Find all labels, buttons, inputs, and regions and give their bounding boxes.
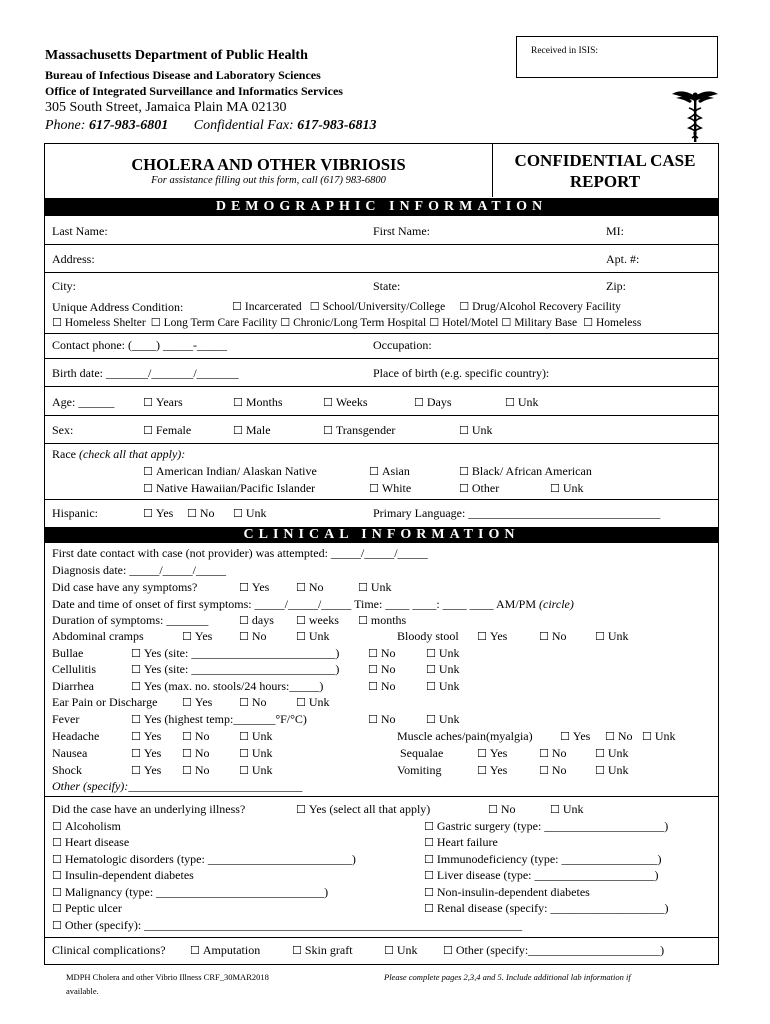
address-line: 305 South Street, Jamaica Plain MA 02130	[45, 100, 287, 115]
mi-label[interactable]: MI:	[606, 224, 624, 238]
form-title: CHOLERA AND OTHER VIBRIOSIS	[131, 155, 406, 174]
divider	[45, 386, 718, 387]
race-label: Race (check all that apply):	[52, 447, 186, 461]
ear-label: Ear Pain or Discharge	[52, 695, 158, 709]
fever-yes-checkbox[interactable]: ☐ Yes (highest temp:_______°F/°C)	[131, 712, 307, 727]
abdominal-label: Abdominal cramps	[52, 629, 144, 643]
nausea-unk-checkbox[interactable]: ☐ Unk	[239, 746, 273, 761]
bloody-stool-label: Bloody stool	[397, 629, 459, 643]
cellulitis-yes-checkbox[interactable]: ☐ Yes (site: ________________________)	[131, 662, 339, 677]
divider	[45, 358, 718, 359]
divider	[45, 499, 718, 500]
vomiting-yes-checkbox[interactable]: ☐ Yes	[477, 763, 507, 778]
age-unk-checkbox[interactable]: ☐ Unk	[505, 395, 539, 410]
vomiting-no-checkbox[interactable]: ☐ No	[539, 763, 567, 778]
age-years-checkbox[interactable]: ☐ Years	[143, 395, 183, 410]
diarrhea-yes-checkbox[interactable]: ☐ Yes (max. no. stools/24 hours:_____)	[131, 679, 323, 694]
sequalae-no-checkbox[interactable]: ☐ No	[539, 746, 567, 761]
abdominal-unk-checkbox[interactable]: ☐ Unk	[296, 629, 330, 644]
abdominal-yes-checkbox[interactable]: ☐ Yes	[182, 629, 212, 644]
org-name: Massachusetts Department of Public Health	[45, 48, 308, 63]
illness-yes-checkbox[interactable]: ☐ Yes (select all that apply)	[296, 802, 430, 817]
malignancy-checkbox[interactable]: ☐ Malignancy (type: ____________________________)	[52, 885, 328, 900]
birth-place-label[interactable]: Place of birth (e.g. specific country):	[373, 366, 550, 380]
age-days-checkbox[interactable]: ☐ Days	[414, 395, 452, 410]
uac-options-2	[52, 316, 641, 329]
first-contact-field[interactable]: First date contact with case (not provider) was attempted: _____/_____/_____	[52, 546, 428, 560]
address-label[interactable]: Address:	[52, 252, 95, 266]
illness-unk-checkbox[interactable]: ☐ Unk	[550, 802, 584, 817]
vomiting-label: Vomiting	[397, 763, 442, 777]
phone-label: Phone:	[45, 118, 86, 133]
bureau-name: Bureau of Infectious Disease and Laboratory Sciences	[45, 68, 321, 82]
fever-unk-checkbox[interactable]: ☐ Unk	[426, 712, 460, 727]
cellulitis-no-checkbox[interactable]: ☐ No	[368, 662, 396, 677]
bloody-unk-checkbox[interactable]: ☐ Unk	[595, 629, 629, 644]
duration-days-checkbox[interactable]: ☐ days	[239, 613, 274, 628]
bullae-no-checkbox[interactable]: ☐ No	[368, 646, 396, 661]
age-field[interactable]: Age: ______	[52, 395, 115, 409]
fax-number: 617-983-6813	[293, 118, 377, 133]
age-weeks-checkbox[interactable]: ☐ Weeks	[323, 395, 368, 410]
zip-label[interactable]: Zip:	[606, 279, 626, 293]
diarrhea-unk-checkbox[interactable]: ☐ Unk	[426, 679, 460, 694]
non-insulin-diabetes-checkbox[interactable]: ☐ Non-insulin-dependent diabetes	[424, 885, 590, 900]
shock-label: Shock	[52, 763, 82, 777]
illness-question: Did the case have an underlying illness?	[52, 802, 246, 816]
uac-shelter-checkbox[interactable]: ☐ Homeless Shelter	[52, 316, 146, 329]
fever-no-checkbox[interactable]: ☐ No	[368, 712, 396, 727]
bloody-no-checkbox[interactable]: ☐ No	[539, 629, 567, 644]
peptic-ulcer-checkbox[interactable]: ☐ Peptic ulcer	[52, 901, 122, 916]
sequalae-unk-checkbox[interactable]: ☐ Unk	[595, 746, 629, 761]
sex-female-checkbox[interactable]: ☐ Female	[143, 423, 191, 438]
race-white-checkbox[interactable]: ☐ White	[369, 481, 411, 496]
sequalae-label: Sequalae	[400, 746, 444, 760]
onset-field[interactable]: Date and time of onset of first symptoms: _____/_____/_____ Time: ____ ____: ____ ____ AM/PM (circle)	[52, 597, 574, 611]
race-native-checkbox[interactable]: ☐ American Indian/ Alaskan Native	[143, 464, 317, 479]
uac-school-checkbox[interactable]: ☐ School/University/College	[310, 300, 446, 313]
skin-graft-checkbox[interactable]: ☐ Skin graft	[292, 943, 353, 958]
report-title: CONFIDENTIAL CASE	[514, 151, 696, 170]
sex-transgender-checkbox[interactable]: ☐ Transgender	[323, 423, 395, 438]
footer-right: Please complete pages 2,3,4 and 5. Include additional lab information if	[384, 972, 631, 982]
diarrhea-label: Diarrhea	[52, 679, 94, 693]
complications-other-checkbox[interactable]: ☐ Other (specify:______________________)	[443, 943, 664, 958]
race-asian-checkbox[interactable]: ☐ Asian	[369, 464, 410, 479]
phone-number: 617-983-6801	[85, 118, 169, 133]
duration-field[interactable]: Duration of symptoms: _______	[52, 613, 209, 627]
city-label[interactable]: City:	[52, 279, 77, 293]
cellulitis-unk-checkbox[interactable]: ☐ Unk	[426, 662, 460, 677]
shock-unk-checkbox[interactable]: ☐ Unk	[239, 763, 273, 778]
race-other-checkbox[interactable]: ☐ Other	[459, 481, 499, 496]
received-label: Received in ISIS:	[531, 46, 599, 56]
birth-date-field[interactable]: Birth date: _______/_______/_______	[52, 366, 239, 380]
bullae-yes-checkbox[interactable]: ☐ Yes (site: ________________________)	[131, 646, 339, 661]
headache-no-checkbox[interactable]: ☐ No	[182, 729, 210, 744]
headache-unk-checkbox[interactable]: ☐ Unk	[239, 729, 273, 744]
hispanic-label: Hispanic:	[52, 506, 98, 520]
duration-weeks-checkbox[interactable]: ☐ weeks	[296, 613, 339, 628]
first-name-label[interactable]: First Name:	[373, 224, 430, 238]
sex-male-checkbox[interactable]: ☐ Male	[233, 423, 271, 438]
report-title-2: REPORT	[569, 172, 641, 191]
divider	[45, 415, 718, 416]
received-box[interactable]	[516, 36, 718, 78]
other-symptom-field[interactable]: Other (specify):_____________________________	[52, 779, 303, 793]
divider	[45, 937, 718, 938]
sex-label: Sex:	[52, 423, 74, 437]
nausea-label: Nausea	[52, 746, 88, 760]
divider	[45, 443, 718, 444]
gastric-surgery-checkbox[interactable]: ☐ Gastric surgery (type: ____________________)	[424, 819, 668, 834]
clinical-band: CLINICAL INFORMATION	[45, 527, 718, 543]
uac-incarcerated-checkbox[interactable]: ☐ Incarcerated	[232, 300, 302, 313]
divider	[45, 796, 718, 797]
phone-line	[45, 118, 377, 134]
liver-disease-checkbox[interactable]: ☐ Liver disease (type: ____________________)	[424, 868, 659, 883]
uac-hotel-checkbox[interactable]: ☐ Hotel/Motel	[429, 316, 498, 329]
insulin-diabetes-checkbox[interactable]: ☐ Insulin-dependent diabetes	[52, 868, 194, 883]
complications-unk-checkbox[interactable]: ☐ Unk	[384, 943, 418, 958]
office-name: Office of Integrated Surveillance and Informatics Services	[45, 84, 343, 98]
heart-disease-checkbox[interactable]: ☐ Heart disease	[52, 835, 129, 850]
headache-label: Headache	[52, 729, 100, 743]
immunodeficiency-checkbox[interactable]: ☐ Immunodeficiency (type: ________________)	[424, 852, 662, 867]
demographic-band: DEMOGRAPHIC INFORMATION	[45, 198, 718, 216]
shock-no-checkbox[interactable]: ☐ No	[182, 763, 210, 778]
heart-failure-checkbox[interactable]: ☐ Heart failure	[424, 835, 498, 850]
muscle-yes-checkbox[interactable]: ☐ Yes	[560, 729, 590, 744]
hispanic-unk-checkbox[interactable]: ☐ Unk	[233, 506, 267, 521]
sex-unk-checkbox[interactable]: ☐ Unk	[459, 423, 493, 438]
symptoms-yes-checkbox[interactable]: ☐ Yes	[239, 580, 269, 595]
occupation-label[interactable]: Occupation:	[373, 338, 432, 352]
other-illness-checkbox[interactable]: ☐ Other (specify): _______________________________________________________________	[52, 918, 522, 933]
headache-yes-checkbox[interactable]: ☐ Yes	[131, 729, 161, 744]
nausea-yes-checkbox[interactable]: ☐ Yes	[131, 746, 161, 761]
ear-yes-checkbox[interactable]: ☐ Yes	[182, 695, 212, 710]
complications-label: Clinical complications?	[52, 943, 166, 957]
race-hawaiian-checkbox[interactable]: ☐ Native Hawaiian/Pacific Islander	[143, 481, 315, 496]
illness-no-checkbox[interactable]: ☐ No	[488, 802, 516, 817]
alcoholism-checkbox[interactable]: ☐ Alcoholism	[52, 819, 121, 834]
apt-label[interactable]: Apt. #:	[606, 252, 640, 266]
diarrhea-no-checkbox[interactable]: ☐ No	[368, 679, 396, 694]
footer-left: MDPH Cholera and other Vibrio Illness CRF_30MAR2018	[66, 972, 269, 982]
shock-yes-checkbox[interactable]: ☐ Yes	[131, 763, 161, 778]
age-months-checkbox[interactable]: ☐ Months	[233, 395, 283, 410]
sequalae-yes-checkbox[interactable]: ☐ Yes	[477, 746, 507, 761]
race-unk-checkbox[interactable]: ☐ Unk	[550, 481, 584, 496]
diagnosis-date-field[interactable]: Diagnosis date: _____/_____/_____	[52, 563, 226, 577]
symptoms-no-checkbox[interactable]: ☐ No	[296, 580, 324, 595]
contact-phone-field[interactable]: Contact phone: (____) _____-_____	[52, 338, 227, 352]
uac-options-1	[232, 300, 621, 313]
uac-chronic-checkbox[interactable]: ☐ Chronic/Long Term Hospital	[280, 316, 426, 329]
symptoms-unk-checkbox[interactable]: ☐ Unk	[358, 580, 392, 595]
hispanic-yes-checkbox[interactable]: ☐ Yes	[143, 506, 173, 521]
divider	[45, 333, 718, 334]
divider	[45, 244, 718, 245]
hematologic-checkbox[interactable]: ☐ Hematologic disorders (type: ________________________)	[52, 852, 356, 867]
muscle-no-checkbox[interactable]: ☐ No	[605, 729, 633, 744]
symptoms-question: Did case have any symptoms?	[52, 580, 198, 594]
caduceus-logo-icon	[670, 86, 720, 144]
renal-disease-checkbox[interactable]: ☐ Renal disease (specify: ___________________)	[424, 901, 669, 916]
duration-months-checkbox[interactable]: ☐ months	[358, 613, 406, 628]
nausea-no-checkbox[interactable]: ☐ No	[182, 746, 210, 761]
race-black-checkbox[interactable]: ☐ Black/ African American	[459, 464, 592, 479]
uac-label: Unique Address Condition:	[52, 300, 184, 314]
hispanic-no-checkbox[interactable]: ☐ No	[187, 506, 215, 521]
state-label[interactable]: State:	[373, 279, 401, 293]
muscle-label: Muscle aches/pain(myalgia)	[397, 729, 533, 743]
cellulitis-label: Cellulitis	[52, 662, 97, 676]
abdominal-no-checkbox[interactable]: ☐ No	[239, 629, 267, 644]
fax-label: Confidential Fax:	[193, 118, 294, 133]
ear-unk-checkbox[interactable]: ☐ Unk	[296, 695, 330, 710]
bloody-yes-checkbox[interactable]: ☐ Yes	[477, 629, 507, 644]
footer-left-2: available.	[66, 986, 99, 996]
uac-homeless-checkbox[interactable]: ☐ Homeless	[583, 316, 641, 329]
uac-drug-checkbox[interactable]: ☐ Drug/Alcohol Recovery Facility	[459, 300, 621, 313]
fever-label: Fever	[52, 712, 80, 726]
divider	[45, 272, 718, 273]
last-name-label[interactable]: Last Name:	[52, 224, 108, 238]
primary-language-field[interactable]: Primary Language: ________________________________	[373, 506, 661, 520]
bullae-unk-checkbox[interactable]: ☐ Unk	[426, 646, 460, 661]
bullae-label: Bullae	[52, 646, 84, 660]
amputation-checkbox[interactable]: ☐ Amputation	[190, 943, 260, 958]
muscle-unk-checkbox[interactable]: ☐ Unk	[642, 729, 676, 744]
uac-military-checkbox[interactable]: ☐ Military Base	[501, 316, 577, 329]
assist-text: For assistance filling out this form, call (617) 983-6800	[151, 175, 386, 186]
ear-no-checkbox[interactable]: ☐ No	[239, 695, 267, 710]
vomiting-unk-checkbox[interactable]: ☐ Unk	[595, 763, 629, 778]
uac-ltcf-checkbox[interactable]: ☐ Long Term Care Facility	[151, 316, 278, 329]
